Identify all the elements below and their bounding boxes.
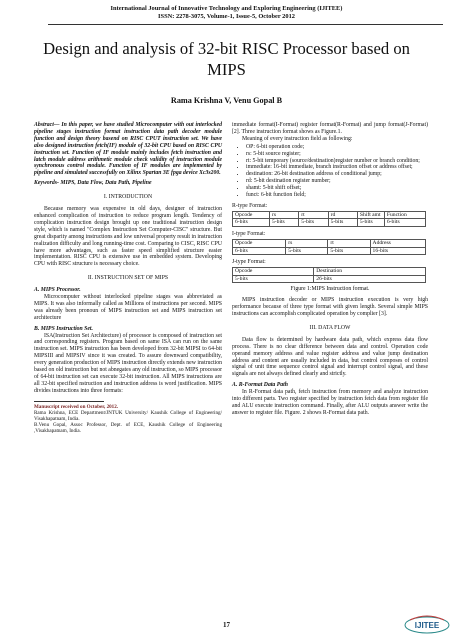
header-divider [48, 24, 443, 25]
section-introduction-heading: I. INTRODUCTION [103, 194, 153, 201]
footnote-author-2: B.Venu Gopal, Assoc Professor, Dept. of ECE, Kaushik College of Engineering ,Visakhapatnam, India. [34, 421, 222, 434]
fields-list [232, 144, 428, 199]
mips-instruction-set-text: ISA(Instruction Set Architecture) of processor is composed of instruction set and corresponding registers. Program based on same ISA can run on the same instruction set. MIPS instruction has been developed from 32-bit MIPSI to 64-bit MIPSIII and MIPSIV since it was created. To assure downward compatibility, every generation production of MIPS instruction directly extends new instruction based on old instruction but not abnegates any old instruction, so MIPS processor of 64-bit instruction set can execute 32-bit instruction. All MIPS instructions are all 32-bit specified nstruction and instruction address is word justification. MIPS divides instructions into three formats: [34, 332, 222, 394]
decoder-text: MIPS instruction decoder or MIPS instruction execution is very high performance because of three type format with given length. Several simple MIPS instructions can accomplish complicated operation by complier [3]. [232, 297, 428, 317]
subsection-rformat-datapath: A. R-Format Data Path [232, 382, 288, 389]
journal-name: International Journal of Innovative Technology and Exploring Engineering (IJITEE) [110, 5, 343, 12]
table-row [233, 211, 426, 219]
table-row [233, 239, 426, 247]
itype-table [232, 239, 426, 255]
table-cell: Address [370, 239, 425, 247]
abstract: Abstract— In this paper, we have studied Microcomputer with out interlocked pipeline stages instruction format instruction data path decoder module function and design theory basend on RISC CPUT instruction set. We have also designed instruction fetch(IF) module of 32-bit CPU based on RISC CPU instruction set. Function of IF module mainly includes fetch instruction and latch module address arithmetic module check validity of instruction module synchronous control module. Function of IF modules are implemented by pipeline and simulated successfully on Xilinx Spartan 3E fpga device Xc3s200. [34, 122, 222, 177]
table-cell: 6-bits [233, 219, 270, 227]
rformat-text: In R-Format data path, fetch instruction from memory and analyze instruction into different parts. Two register specified by instruction fetch data from register file and ALU execute instruction command. Finally, after ALU outputs answer write the answer to register file. Figure. 2 shows R-Format data path. [232, 389, 428, 416]
table-cell: 5-bits [233, 275, 314, 283]
fields-intro: Meaning of every instruction field as following: [242, 135, 353, 142]
table-cell: 5-bits [269, 219, 298, 227]
list-item: • OP: 6-bit operation code; [246, 144, 428, 151]
table-cell: 5-bits [328, 219, 357, 227]
journal-logo-text: IJITEE [414, 621, 440, 630]
table-cell: 6-bits [384, 219, 425, 227]
footnote-divider [34, 401, 104, 402]
list-item: • shamt: 5-bit shift offset; [246, 185, 428, 192]
table-row [233, 247, 426, 255]
journal-logo [404, 614, 450, 634]
authors: Rama Krishna V, Venu Gopal B [170, 96, 283, 105]
table-row [233, 275, 426, 283]
table-row [233, 268, 426, 276]
list-item: • rt: 5-bit temporary (source/destination)register number or branch condition; [246, 158, 428, 165]
table-cell: rt [299, 211, 328, 219]
table-cell: 5-bits [299, 219, 328, 227]
list-item: • rd: 5-bit destination register number; [246, 178, 428, 185]
list-item: • rs: 5-bit source register; [246, 151, 428, 158]
mips-processor-text: Microcomputer without interlocked pipeline stages was abbreviated as MIPS. It was also informally called as Millions of instructions per second. MIPS was already been pronoun of MIPS instruction set and MIPS instruction set architecture [34, 294, 222, 321]
journal-issn: ISSN: 2278-3075, Volume-1, Issue-5, October 2012 [158, 13, 295, 20]
figure-1-caption: Figure 1:MIPS Instruction format. [290, 286, 370, 293]
subsection-mips-processor: A. MIPS Processor. [34, 287, 81, 294]
table-cell: rs [286, 239, 328, 247]
table-cell: Shift amt [357, 211, 384, 219]
table-cell: 5-bits [286, 247, 328, 255]
table-cell: Opcode [233, 268, 314, 276]
table-cell: Opcode [233, 211, 270, 219]
introduction-text: Because memory was expensive in old days, designer of instruction enhanced complication of instruction to reduce program length. Tendency of complication instruction design brought up one traditional instruction design style, which is named "Complex Instruction Set Computer-CISC" structure. But great disparity among instructions and low universal property result in instruction realization difficulty and long running-time cost. Comparing to CISC, RISC CPU have more advantages, such as faster speed simplified structure easier implementation. RISC CPU is extensive use in embedded system. Developing CPU with RISC structure is necessary choice. [34, 206, 222, 268]
table-cell: 16-bits [370, 247, 425, 255]
table-cell: Function [384, 211, 425, 219]
rtype-table [232, 211, 426, 227]
table-row [233, 219, 426, 227]
formats-text: immediate format(I-Format) register format(R-Format) and jump format(J-Format)[2]. Three instruction format shows as Figure.1. [232, 122, 428, 135]
table-cell: rt [328, 239, 370, 247]
table-cell: 26-bits [314, 275, 426, 283]
paper-title: Design and analysis of 32-bit RISC Processor based on MIPS [43, 39, 410, 79]
subsection-mips-instruction-set: B. MIPS Instruction Set. [34, 325, 93, 332]
rtype-label: R-type Format: [232, 202, 268, 209]
keywords: Keywords- MIPS, Data Flow, Data Path, Pipeline [34, 180, 152, 187]
table-cell: rs [269, 211, 298, 219]
footnote-manuscript: Manuscript received on October, 2012. [34, 403, 119, 410]
table-cell: Opcode [233, 239, 286, 247]
section-isa-heading: II. INSTRUCTION SET OF MIPS [87, 275, 169, 282]
left-column [34, 122, 222, 434]
section-dataflow-heading: III. DATA FLOW [309, 324, 351, 331]
footnote-author-1: Rama Krishna, ECE Department/JNTUK University/ Kaushik College of Engineering/ Visakhapatnam, India. [34, 409, 222, 422]
list-item: • destination: 26-bit destination address of conditional jump; [246, 171, 428, 178]
table-cell: 6-bits [233, 247, 286, 255]
table-cell: 5-bits [328, 247, 370, 255]
list-item: • immediate: 16-bit immediate, branch instruction offset or address offset; [246, 164, 428, 171]
page-number: 17 [223, 621, 230, 629]
jtype-table [232, 267, 426, 283]
list-item: • funct: 6-bit function field; [246, 192, 428, 199]
table-cell: rd [328, 211, 357, 219]
table-cell: 5-bits [357, 219, 384, 227]
dataflow-text: Data flow is determined by hardware data path, which express data flow process. There is no clear difference between data and control. Operation code operand memory address and value register address and value jump destination address and content are usually included in data, but control composes of control signal of unit time sequence control signal and interrupt control signal, and these signals are not always defined clearly and strictly. [232, 336, 428, 378]
itype-label: I-type Format: [232, 231, 266, 238]
table-cell: Destination [314, 268, 426, 276]
jtype-label: J-type Format: [232, 259, 266, 266]
right-column [232, 122, 428, 417]
